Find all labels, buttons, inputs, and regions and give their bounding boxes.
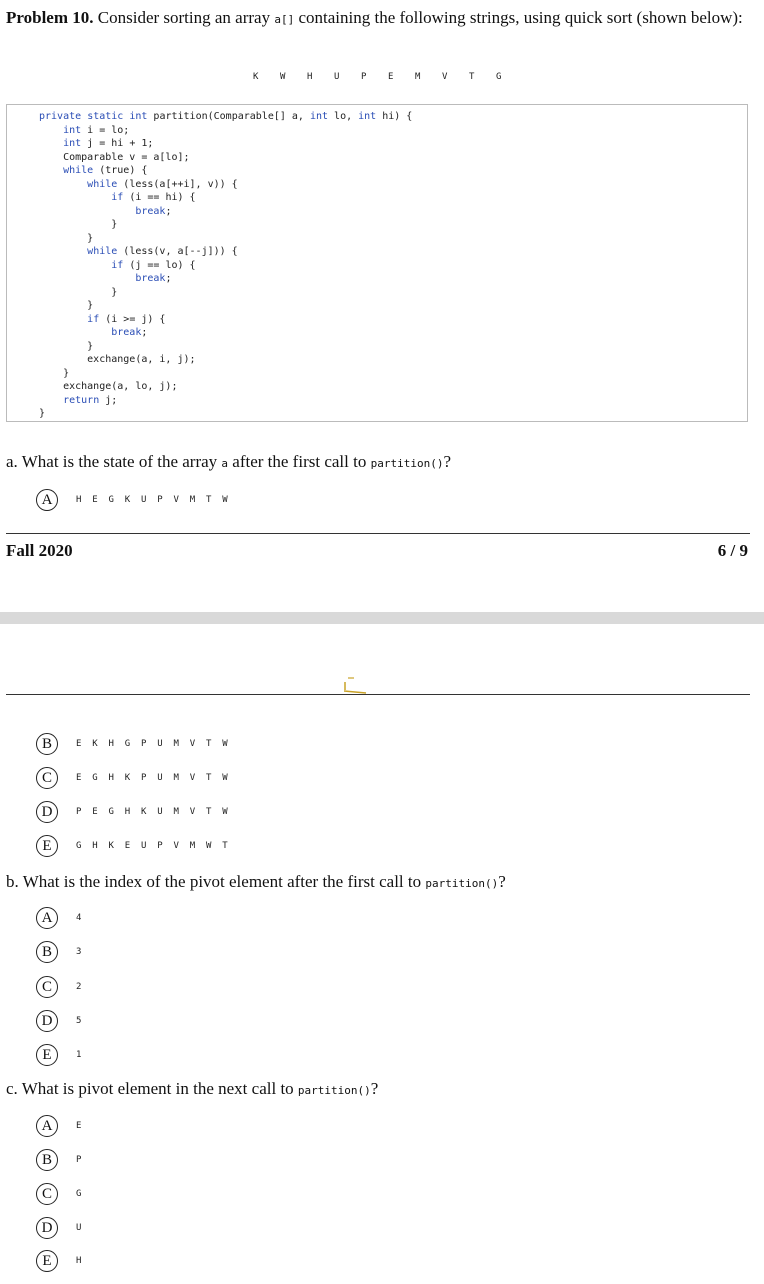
question-a-var: a bbox=[221, 457, 229, 470]
header-divider bbox=[6, 694, 750, 695]
footer-term: Fall 2020 bbox=[6, 541, 73, 560]
question-c-suffix: ? bbox=[370, 1079, 379, 1098]
question-b bbox=[6, 872, 506, 894]
code-line: } bbox=[39, 408, 46, 419]
question-b-prefix: b. What is the index of the pivot element after the first call to bbox=[6, 872, 426, 891]
choice-letter[interactable]: C bbox=[36, 1183, 58, 1205]
code-line: int i = lo; bbox=[63, 124, 130, 136]
array-item: M bbox=[415, 72, 421, 82]
code-listing bbox=[6, 104, 748, 422]
choice-text: E K H G P U M V T W bbox=[76, 739, 228, 749]
footer-divider bbox=[6, 533, 750, 534]
code-line: } bbox=[39, 219, 118, 230]
choice-text: H E G K U P V M T W bbox=[76, 495, 228, 505]
code-line: break; bbox=[135, 205, 172, 217]
choice-text: 3 bbox=[76, 947, 82, 957]
choice-text: 1 bbox=[76, 1050, 82, 1060]
code-line: exchange(a, lo, j); bbox=[39, 381, 178, 392]
choice-text: U bbox=[76, 1223, 82, 1233]
choice-text: P bbox=[76, 1155, 82, 1165]
choice-text: E G H K P U M V T W bbox=[76, 773, 228, 783]
question-a-middle: after the first call to bbox=[228, 452, 371, 471]
code-line: if (i >= j) { bbox=[87, 313, 166, 325]
choice-letter[interactable]: A bbox=[36, 1115, 58, 1137]
footer-page-number: 6 / 9 bbox=[717, 541, 748, 560]
question-b-func: partition() bbox=[425, 877, 499, 890]
code-line: exchange(a, i, j); bbox=[39, 354, 196, 365]
choice-text: G H K E U P V M W T bbox=[76, 841, 228, 851]
array-item: H bbox=[307, 72, 313, 82]
choice-letter[interactable]: C bbox=[36, 767, 58, 789]
stray-mark bbox=[344, 676, 368, 694]
code-line: break; bbox=[111, 327, 148, 338]
code-line: } bbox=[39, 300, 94, 311]
code-line: } bbox=[39, 340, 94, 352]
code-line: while (true) { bbox=[63, 165, 148, 176]
problem-number: Problem 10. bbox=[6, 8, 94, 27]
question-a-func: partition() bbox=[370, 457, 444, 470]
code-line: if (i == hi) { bbox=[111, 192, 196, 203]
question-a bbox=[6, 452, 451, 474]
choice-letter[interactable]: B bbox=[36, 733, 58, 755]
input-array bbox=[0, 72, 764, 86]
array-item: P bbox=[361, 72, 367, 82]
code-line: break; bbox=[135, 273, 172, 284]
question-c-func: partition() bbox=[297, 1084, 371, 1097]
code-line: } bbox=[39, 232, 94, 244]
choice-letter[interactable]: D bbox=[36, 801, 58, 823]
array-item: E bbox=[388, 72, 394, 82]
array-item: G bbox=[496, 72, 502, 82]
choice-text: 2 bbox=[76, 982, 82, 992]
question-a-prefix: a. What is the state of the array bbox=[6, 452, 222, 471]
choice-text: 4 bbox=[76, 913, 82, 923]
code-line: Comparable v = a[lo]; bbox=[39, 151, 190, 163]
choice-text: G bbox=[76, 1189, 82, 1199]
choice-letter[interactable]: B bbox=[36, 1149, 58, 1171]
code-line: while (less(v, a[--j])) { bbox=[87, 246, 238, 257]
code-line: while (less(a[++i], v)) { bbox=[87, 178, 238, 190]
array-item: W bbox=[280, 72, 286, 82]
choice-text: H bbox=[76, 1256, 82, 1266]
code-line: } bbox=[39, 367, 70, 379]
code-line: private static int partition(Comparable[] a, int lo, int hi) { bbox=[39, 111, 413, 122]
question-c-prefix: c. What is pivot element in the next call to bbox=[6, 1079, 298, 1098]
choice-text: 5 bbox=[76, 1016, 82, 1026]
choice-letter[interactable]: D bbox=[36, 1010, 58, 1032]
choice-letter[interactable]: E bbox=[36, 1044, 58, 1066]
question-a-suffix: ? bbox=[443, 452, 451, 471]
code-line: } bbox=[39, 286, 118, 298]
code-block bbox=[39, 110, 412, 421]
code-line: return j; bbox=[63, 394, 118, 406]
choice-text: E bbox=[76, 1121, 82, 1131]
problem-text-before: Consider sorting an array bbox=[93, 8, 275, 27]
problem-statement bbox=[6, 8, 754, 30]
array-item: T bbox=[469, 72, 475, 82]
choice-letter[interactable]: E bbox=[36, 1250, 58, 1272]
array-item: K bbox=[253, 72, 259, 82]
choice-letter[interactable]: B bbox=[36, 941, 58, 963]
question-b-suffix: ? bbox=[498, 872, 506, 891]
choice-letter[interactable]: C bbox=[36, 976, 58, 998]
choice-letter[interactable]: E bbox=[36, 835, 58, 857]
page-separator bbox=[0, 612, 764, 624]
choice-letter[interactable]: D bbox=[36, 1217, 58, 1239]
array-item: V bbox=[442, 72, 448, 82]
choice-letter[interactable]: A bbox=[36, 489, 58, 511]
problem-text-after: containing the following strings, using quick sort (shown below): bbox=[294, 8, 743, 27]
question-c bbox=[6, 1079, 378, 1101]
choice-letter[interactable]: A bbox=[36, 907, 58, 929]
array-item: U bbox=[334, 72, 340, 82]
array-symbol: a[] bbox=[274, 13, 295, 26]
choice-text: P E G H K U M V T W bbox=[76, 807, 228, 817]
code-line: int j = hi + 1; bbox=[63, 138, 154, 149]
code-line: if (j == lo) { bbox=[111, 259, 196, 271]
